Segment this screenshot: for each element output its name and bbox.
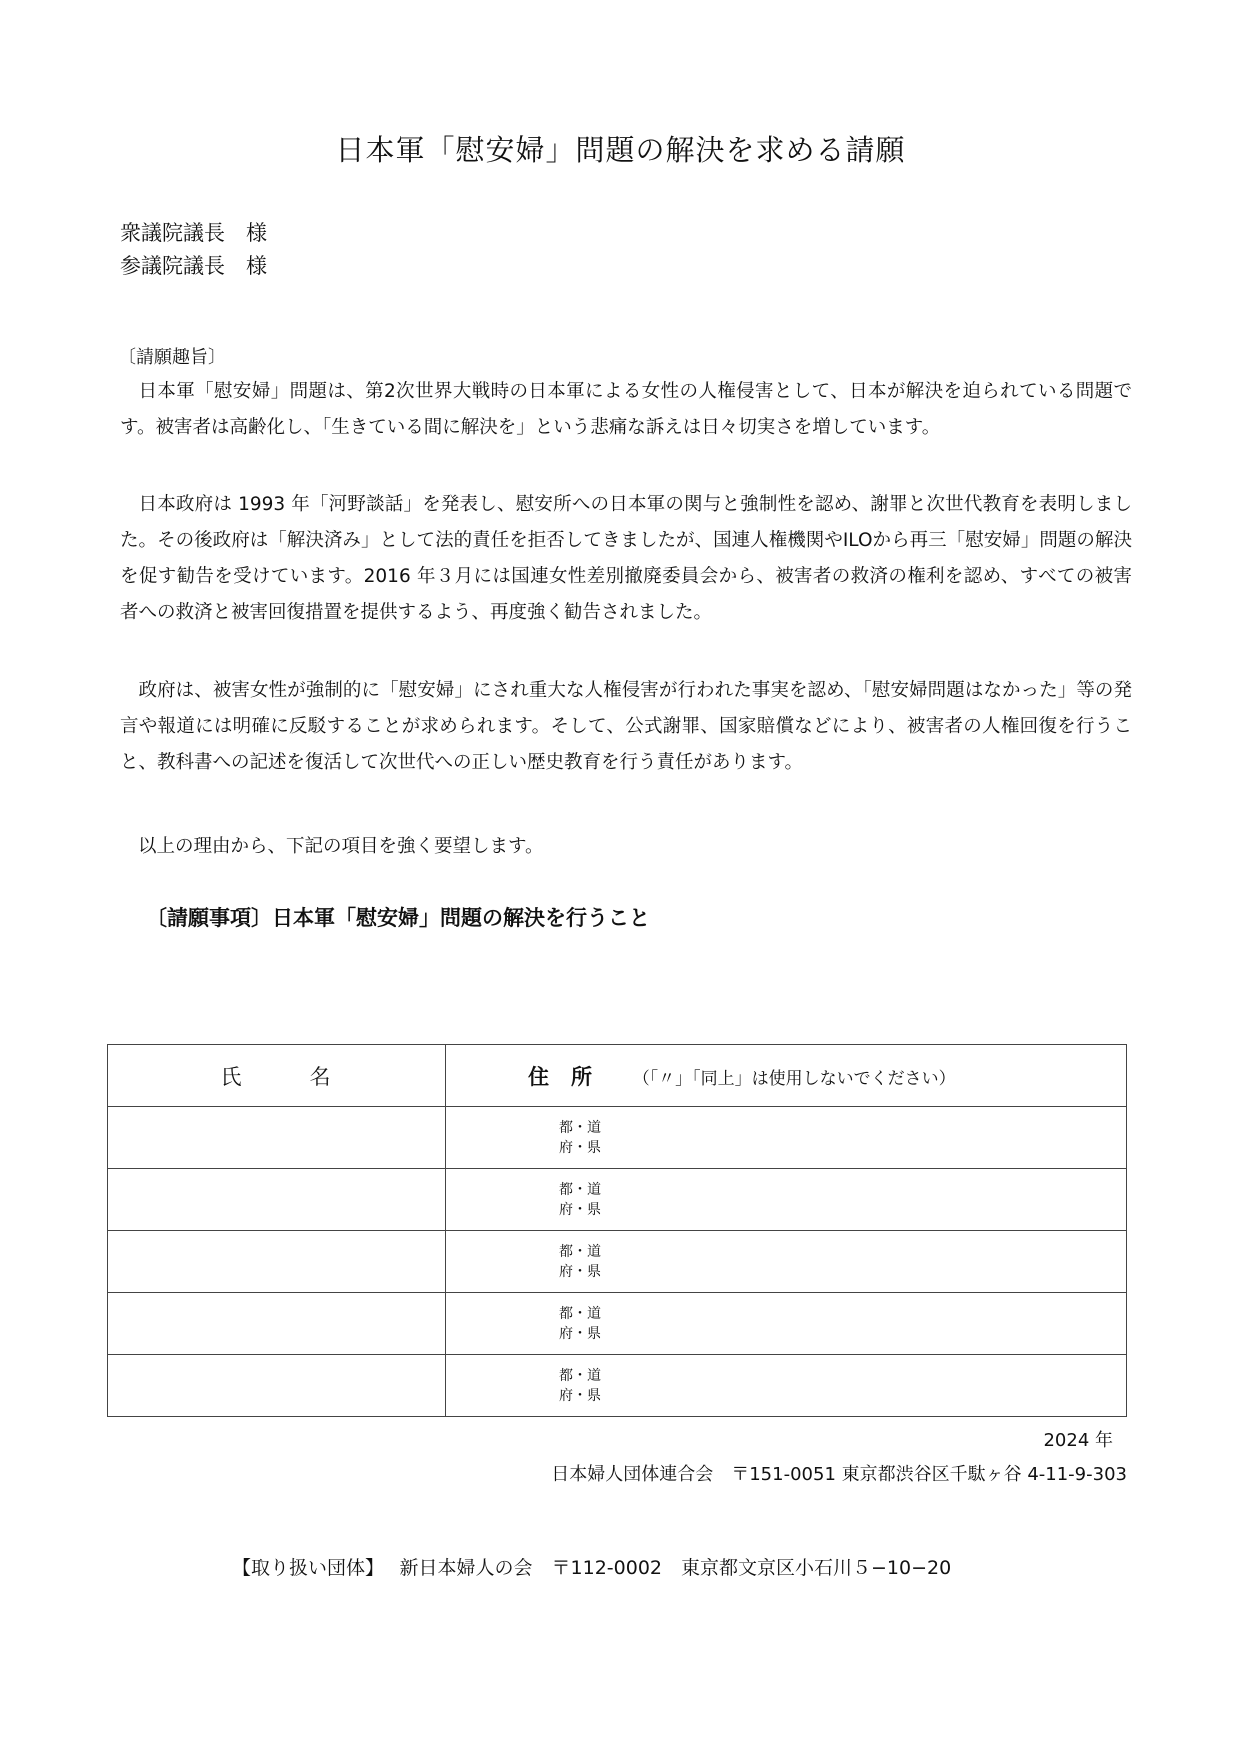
document-title: 日本軍「慰安婦」問題の解決を求める請願 [335, 133, 906, 167]
addressee-house-of-representatives: 衆議院議長 様 [120, 221, 267, 245]
name-field[interactable] [108, 1169, 446, 1231]
prefecture-label-line2: 府・県 [559, 1263, 601, 1280]
address-field[interactable] [446, 1231, 1127, 1293]
header-name: 氏 名 [108, 1045, 446, 1107]
table-row [108, 1293, 1127, 1355]
header-address-note: （「〃」「同上」は使用しないでください） [632, 1068, 956, 1089]
signature-table [107, 1044, 1127, 1417]
purpose-paragraph-1 [120, 374, 1132, 446]
purpose-heading: 〔請願趣旨〕 [118, 347, 226, 368]
prefecture-label-line2: 府・県 [559, 1325, 601, 1342]
prefecture-label-line1: 都・道 [559, 1181, 601, 1198]
prefecture-label-line1: 都・道 [559, 1305, 601, 1322]
addressee-house-of-councillors: 参議院議長 様 [120, 254, 267, 278]
purpose-paragraph-3 [120, 673, 1132, 781]
name-field[interactable] [108, 1355, 446, 1417]
handling-organization: 【取り扱い団体】 新日本婦人の会 〒112-0002 東京都文京区小石川５−10−20 [232, 1557, 952, 1579]
address-field[interactable] [446, 1107, 1127, 1169]
table-row [108, 1355, 1127, 1417]
paragraph-text: 日本政府は 1993 年「河野談話」を発表し、慰安所への日本軍の関与と強制性を認め、謝罪と次世代教育を表明しました。その後政府は「解決済み」として法的責任を拒否してきましたが、国連人権機関やILOから再三「慰安婦」問題の解決を促す勧告を受けています。2016 年３月には国連女性差別撤廃委員会から、被害者の救済の権利を認め、すべての被害者への救済と被害回復措置を提供するよう、再度強く勧告されました。 [120, 494, 1132, 623]
prefecture-label-line1: 都・道 [559, 1367, 601, 1384]
paragraph-text: 政府は、被害女性が強制的に「慰安婦」にされ重大な人権侵害が行われた事実を認め、「慰安婦問題はなかった」等の発言や報道には明確に反駁することが求められます。そして、公式謝罪、国家賠償などにより、被害者の人権回復を行うこと、教科書への記述を復活して次世代への正しい歴史教育を行う責任があります。 [120, 680, 1132, 773]
name-field[interactable] [108, 1107, 446, 1169]
prefecture-label-line2: 府・県 [559, 1201, 601, 1218]
address-field[interactable] [446, 1355, 1127, 1417]
table-row [108, 1107, 1127, 1169]
prefecture-label-line2: 府・県 [559, 1139, 601, 1156]
address-field[interactable] [446, 1169, 1127, 1231]
signature-table-header [108, 1045, 1127, 1107]
table-row [108, 1169, 1127, 1231]
organization-address: 日本婦人団体連合会 〒151-0051 東京都渋谷区千駄ヶ谷 4-11-9-303 [551, 1464, 1127, 1485]
petition-year: 2024 年 [1043, 1430, 1113, 1451]
prefecture-label-line1: 都・道 [559, 1119, 601, 1136]
prefecture-label-line2: 府・県 [559, 1387, 601, 1404]
petition-matter: 〔請願事項〕日本軍「慰安婦」問題の解決を行うこと [146, 906, 650, 930]
address-field[interactable] [446, 1293, 1127, 1355]
name-field[interactable] [108, 1293, 446, 1355]
prefecture-label-line1: 都・道 [559, 1243, 601, 1260]
paragraph-text: 日本軍「慰安婦」問題は、第2次世界大戦時の日本軍による女性の人権侵害として、日本が解決を迫られている問題です。被害者は高齢化し、「生きている間に解決を」という悲痛な訴えは日々切実さを増しています。 [120, 381, 1132, 438]
header-address: 住 所 （「〃」「同上」は使用しないでください） [446, 1045, 1127, 1107]
closing-statement: 以上の理由から、下記の項目を強く要望します。 [138, 836, 544, 857]
name-field[interactable] [108, 1231, 446, 1293]
purpose-paragraph-2 [120, 487, 1132, 631]
table-row [108, 1231, 1127, 1293]
